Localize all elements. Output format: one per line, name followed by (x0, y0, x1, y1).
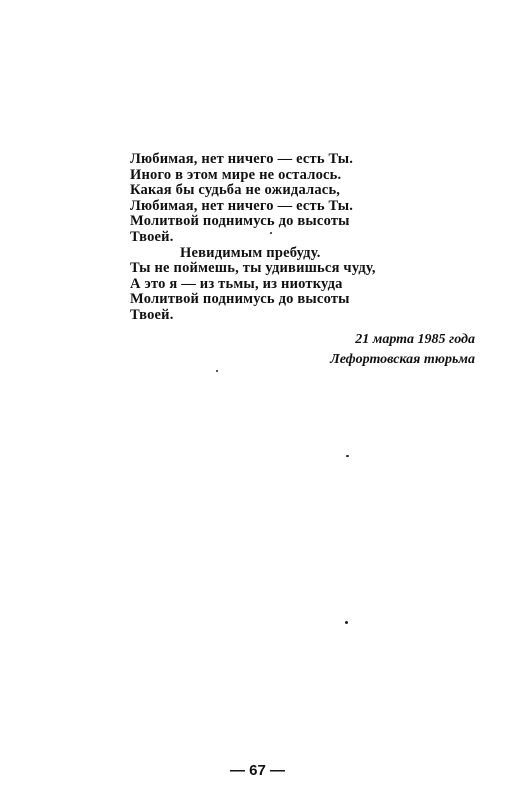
poem-line: Ты не поймешь, ты удивишься чуду, (130, 260, 376, 277)
poem-line: А это я — из тьмы, из ниоткуда (130, 275, 343, 292)
poem-line: Молитвой поднимусь до высоты (130, 213, 350, 230)
poem-line: Невидимым пребуду. (180, 244, 321, 261)
poem-signature (330, 330, 475, 370)
poem (130, 152, 430, 324)
poem-line: Любимая, нет ничего — есть Ты. (130, 151, 354, 167)
print-speck (346, 455, 349, 457)
poem-line: Иного в этом мире не осталось. (130, 166, 342, 183)
page-number: — 67 — (229, 762, 286, 779)
poem-line: Молитвой поднимусь до высоты (130, 291, 350, 308)
print-speck (270, 232, 272, 234)
poem-line: Какая бы судьба не ожидалась, (130, 182, 341, 199)
signature-place: Лефортовская тюрьма (330, 352, 475, 367)
poem-line: Твоей. (130, 228, 174, 245)
print-speck (216, 370, 218, 372)
signature-date: 21 марта 1985 года (355, 332, 475, 347)
poem-line: Твоей. (130, 306, 174, 323)
print-speck (345, 621, 348, 624)
poem-line: Любимая, нет ничего — есть Ты. (130, 197, 354, 214)
